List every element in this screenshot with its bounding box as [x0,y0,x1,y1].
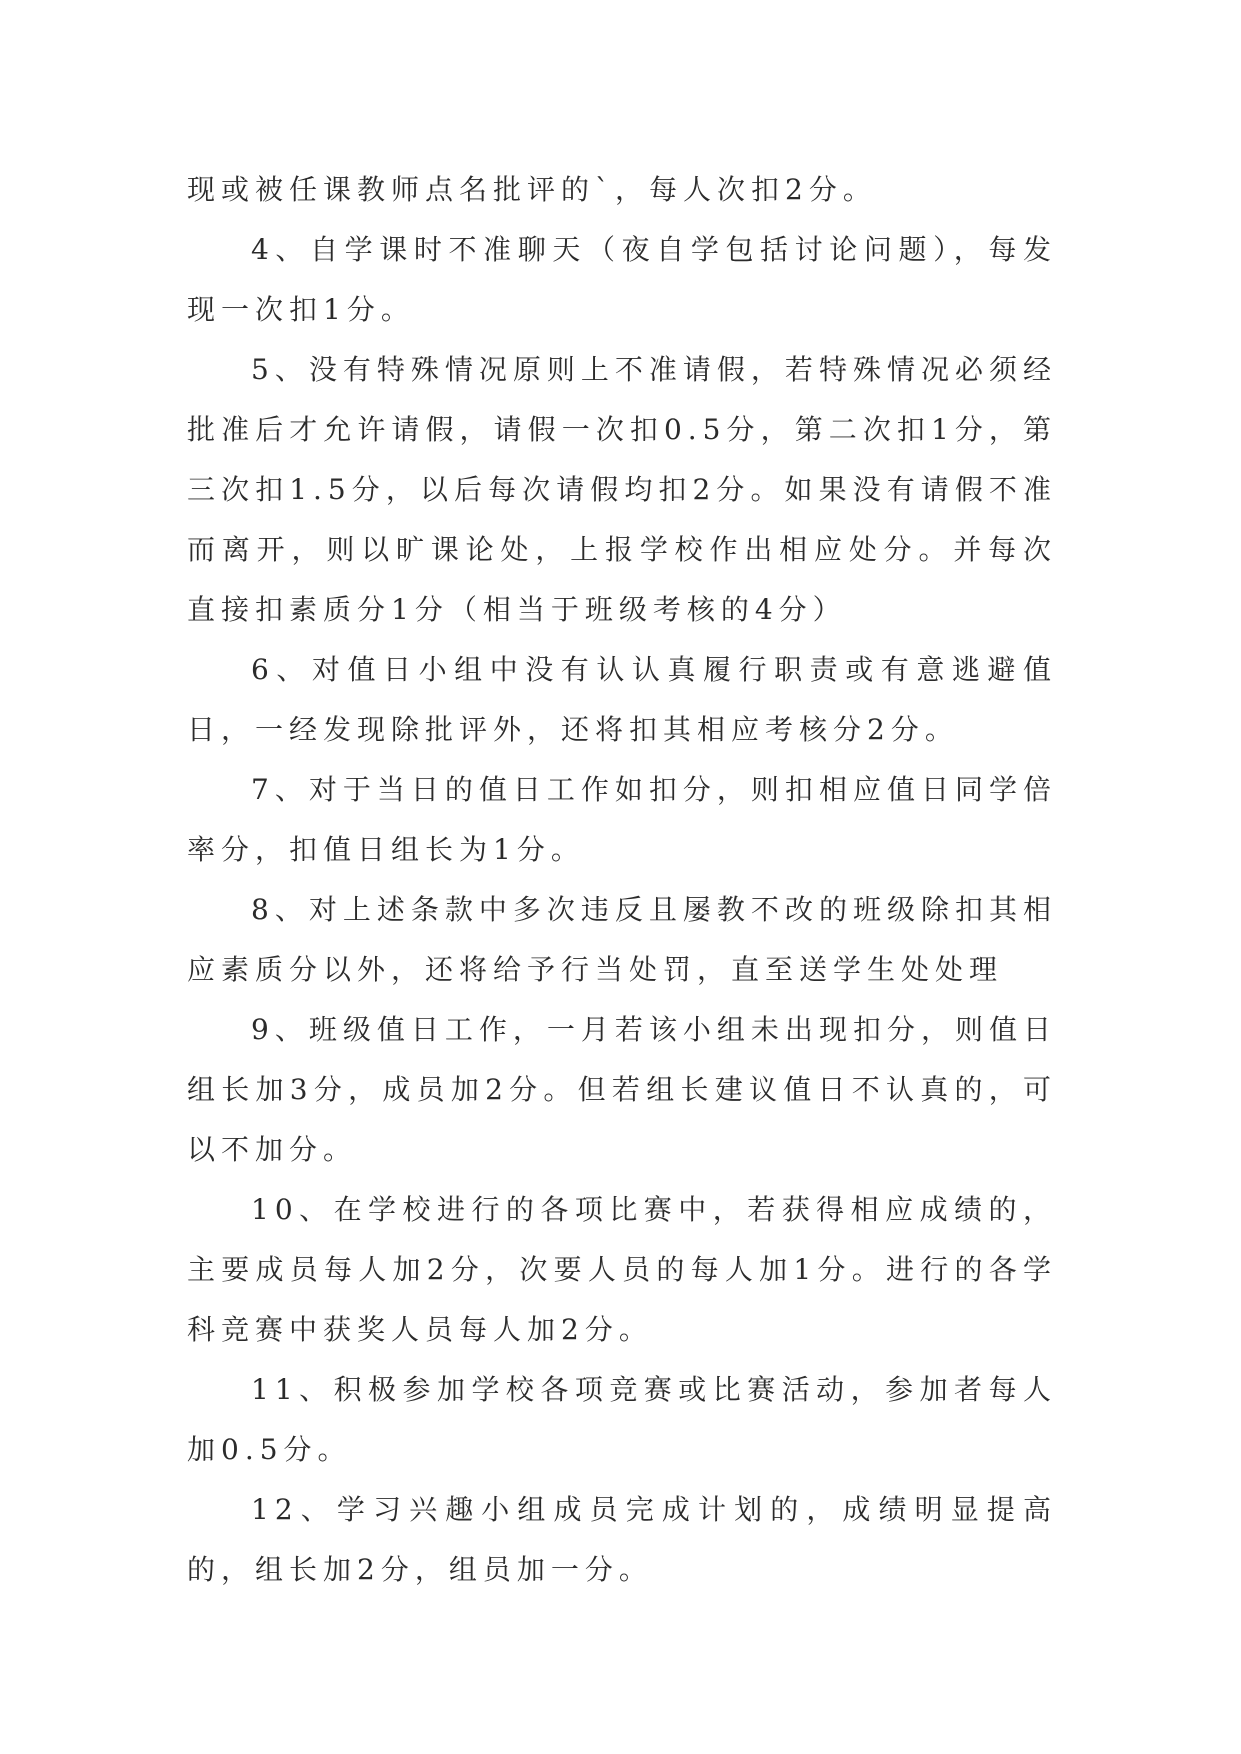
rule-item-6: 6、对值日小组中没有认认真履行职责或有意逃避值日，一经发现除批评外，还将扣其相应考核分2分。 [187,653,1057,746]
rule-item-8: 8、对上述条款中多次违反且屡教不改的班级除扣其相应素质分以外，还将给予行当处罚，直至送学生处处理 [187,893,1057,986]
rule-item-7: 7、对于当日的值日工作如扣分，则扣相应值日同学倍率分，扣值日组长为1分。 [187,773,1057,866]
rule-item-4: 4、自学课时不准聊天（夜自学包括讨论问题），每发现一次扣1分。 [187,233,1057,326]
rule-item-9: 9、班级值日工作，一月若该小组未出现扣分，则值日组长加3分，成员加2分。但若组长建议值日不认真的，可以不加分。 [187,1013,1057,1166]
rule-item-10: 10、在学校进行的各项比赛中，若获得相应成绩的，主要成员每人加2分，次要人员的每人加1分。进行的各学科竞赛中获奖人员每人加2分。 [187,1193,1057,1346]
rule-item-5: 5、没有特殊情况原则上不准请假，若特殊情况必须经批准后才允许请假，请假一次扣0.5分，第二次扣1分，第三次扣1.5分，以后每次请假均扣2分。如果没有请假不准而离开，则以旷课论处，上报学校作出相应处分。并每次直接扣素质分1分（相当于班级考核的4分） [187,353,1057,626]
rule-item-11: 11、积极参加学校各项竞赛或比赛活动，参加者每人加0.5分。 [187,1373,1057,1466]
document-body [187,160,1057,1600]
rule-item-12: 12、学习兴趣小组成员完成计划的，成绩明显提高的，组长加2分，组员加一分。 [187,1493,1057,1586]
paragraph-continuation: 现或被任课教师点名批评的`，每人次扣2分。 [187,173,877,206]
